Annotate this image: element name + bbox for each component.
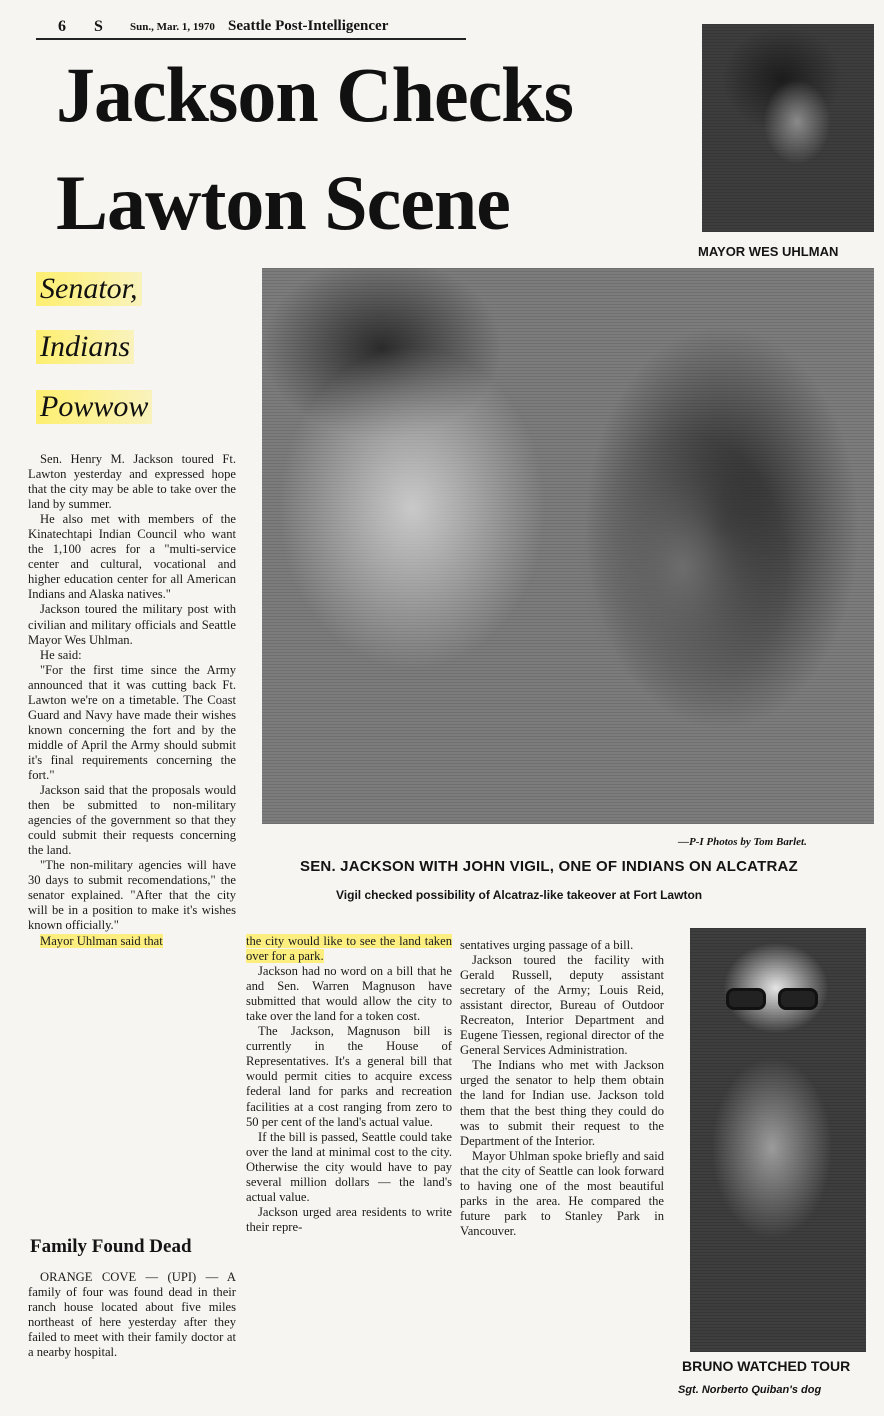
article-paragraph: "For the first time since the Army announced that it was cutting back Ft. Lawton we're on a timetable. The Coast Guard and Navy have made their wishes known concerning the fort and by the middle of April the Army should submit it's final requirements concerning the fort." bbox=[28, 662, 236, 782]
article-paragraph: ORANGE COVE — (UPI) — A family of four was found dead in their ranch house located about five miles northeast of here yesterday after they failed to meet with their family doctor at a nearby hospital. bbox=[28, 1270, 236, 1360]
article-paragraph: He said: bbox=[40, 647, 82, 662]
issue-date: Sun., Mar. 1, 1970 bbox=[130, 21, 215, 33]
dog-photo-caption: BRUNO WATCHED TOUR bbox=[682, 1358, 851, 1374]
article-paragraph: The Indians who met with Jackson urged the senator to help them obtain the land for Indian use. Jackson told them that the best thing they could do was to submit their request to the Department of the Interior. bbox=[460, 1058, 664, 1148]
family-found-dead-story bbox=[28, 1270, 236, 1360]
article-paragraph: Jackson had no word on a bill that he and Sen. Warren Magnuson have submitted that would allow the city to take over the land for a token cost. bbox=[246, 964, 452, 1024]
headline-line-2: Lawton Scene bbox=[56, 159, 510, 246]
article-paragraph: Mayor Uhlman spoke briefly and said that the city of Seattle can look forward to having one of the most beautiful parks in the area. He compared the future park to Stanley Park in Vancouver. bbox=[460, 1148, 664, 1238]
photo-credit: —P-I Photos by Tom Barlet. bbox=[678, 836, 807, 848]
deck-line-1: Senator, bbox=[36, 272, 142, 306]
article-paragraph: Jackson toured the facility with Gerald Russell, deputy assistant secretary of the Army; Louis Reid, assistant director, Bureau of Outdoor Recreaton, Interior Department and Eugene Tiessen, regional director of the General Services Administration. bbox=[460, 953, 664, 1058]
headline-line-1: Jackson Checks bbox=[56, 51, 573, 138]
article-paragraph: If the bill is passed, Seattle could take over the land at minimal cost to the city. Otherwise the city would have to pay several million dollars — the land's actual value. bbox=[246, 1129, 452, 1204]
page-number: 6 bbox=[58, 18, 66, 35]
dog-photo bbox=[690, 928, 866, 1352]
article-paragraph: The Jackson, Magnuson bill is currently in the House of Representatives. It's a general bill that would permit cities to acquire excess federal land for parks and recreation facilities at a cost ranging from zero to 50 per cent of the land's actual value. bbox=[246, 1024, 452, 1129]
article-column-1 bbox=[28, 452, 236, 949]
article-paragraph: Jackson toured the military post with civilian and military officials and Seattle Mayor Wes Uhlman. bbox=[28, 602, 236, 647]
mayor-photo-caption: MAYOR WES UHLMAN bbox=[698, 244, 839, 259]
highlighted-text: Mayor Uhlman said that bbox=[40, 933, 163, 948]
main-photo-subcaption: Vigil checked possibility of Alcatraz-like takeover at Fort Lawton bbox=[336, 888, 703, 902]
deck-line-3: Powwow bbox=[36, 390, 152, 424]
jackson-vigil-photo bbox=[262, 268, 874, 824]
sunglasses-shape bbox=[726, 988, 818, 1010]
dog-photo-subcaption: Sgt. Norberto Quiban's dog bbox=[678, 1384, 822, 1396]
newspaper-name: Seattle Post-Intelligencer bbox=[228, 18, 389, 34]
edition-mark: S bbox=[94, 18, 103, 35]
highlighted-text: the city would like to see the land taken over for a park. bbox=[246, 934, 452, 964]
article-column-2 bbox=[246, 934, 452, 1235]
article-paragraph: "The non-military agencies will have 30 days to submit recomendations," the senator explained. "After that the city will be in a position to make it's wishes known officially." bbox=[28, 858, 236, 933]
deck-line-2: Indians bbox=[36, 330, 134, 364]
article-paragraph: He also met with members of the Kinatechtapi Indian Council who want the 1,100 acres for a "multi-service center and cultural, vocational and higher education center for all American Indians and Alaska natives." bbox=[28, 512, 236, 602]
article-paragraph: Jackson said that the proposals would then be submitted to non-military agencies of the government so that they could submit their requests concerning the land. bbox=[28, 783, 236, 858]
folio-line bbox=[36, 16, 466, 40]
article-column-3 bbox=[460, 938, 664, 1239]
article-paragraph: Jackson urged area residents to write their repre- bbox=[246, 1204, 452, 1234]
family-found-dead-headline: Family Found Dead bbox=[30, 1236, 192, 1257]
article-paragraph: sentatives urging passage of a bill. bbox=[460, 938, 634, 952]
mayor-photo bbox=[702, 24, 874, 232]
main-photo-caption: SEN. JACKSON WITH JOHN VIGIL, ONE OF INDIANS ON ALCATRAZ bbox=[300, 858, 798, 875]
article-paragraph: Sen. Henry M. Jackson toured Ft. Lawton yesterday and expressed hope that the city may be able to take over the land by summer. bbox=[28, 452, 236, 512]
